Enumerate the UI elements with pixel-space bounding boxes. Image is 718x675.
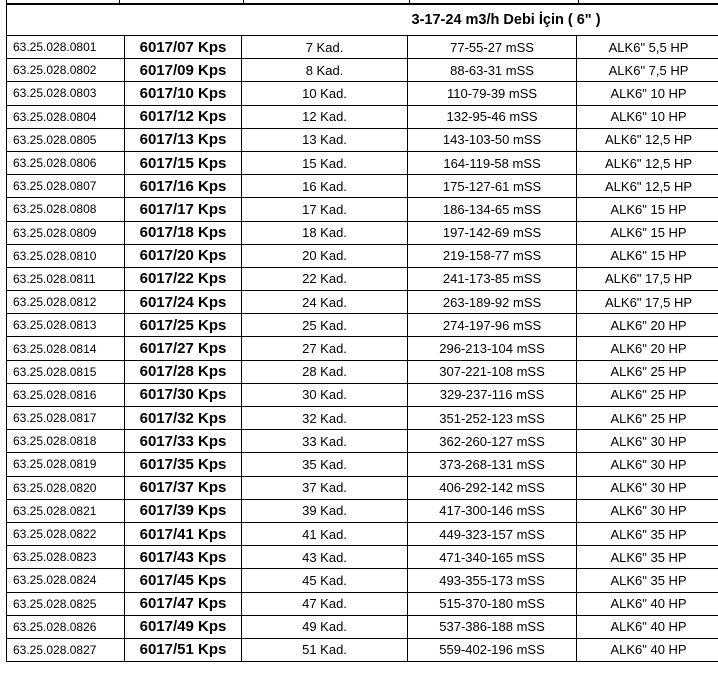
head-values-cell: 406-292-142 mSS — [408, 476, 577, 499]
table-row — [7, 453, 718, 476]
stage-count-cell: 51 Kad. — [242, 638, 408, 661]
table-row — [7, 151, 718, 174]
model-cell: 6017/22 Kps — [125, 267, 242, 290]
motor-cell: ALK6" 25 HP — [577, 360, 718, 383]
motor-cell: ALK6" 25 HP — [577, 383, 718, 406]
model-cell: 6017/32 Kps — [125, 407, 242, 430]
product-code-cell: 63.25.028.0824 — [7, 569, 125, 592]
product-code-cell: 63.25.028.0821 — [7, 499, 125, 522]
product-code-cell: 63.25.028.0806 — [7, 151, 125, 174]
model-cell: 6017/47 Kps — [125, 592, 242, 615]
stage-count-cell: 25 Kad. — [242, 314, 408, 337]
head-values-cell: 493-355-173 mSS — [408, 569, 577, 592]
product-code-cell: 63.25.028.0803 — [7, 82, 125, 105]
table-row — [7, 337, 718, 360]
motor-cell: ALK6" 17,5 HP — [577, 291, 718, 314]
pump-model-table — [6, 4, 718, 662]
head-values-cell: 296-213-104 mSS — [408, 337, 577, 360]
stage-count-cell: 37 Kad. — [242, 476, 408, 499]
table-row — [7, 360, 718, 383]
stage-count-cell: 35 Kad. — [242, 453, 408, 476]
product-code-cell: 63.25.028.0820 — [7, 476, 125, 499]
motor-cell: ALK6" 30 HP — [577, 499, 718, 522]
product-code-cell: 63.25.028.0819 — [7, 453, 125, 476]
model-cell: 6017/25 Kps — [125, 314, 242, 337]
product-code-cell: 63.25.028.0801 — [7, 36, 125, 59]
product-code-cell: 63.25.028.0827 — [7, 638, 125, 661]
product-code-cell: 63.25.028.0805 — [7, 128, 125, 151]
motor-cell: ALK6" 12,5 HP — [577, 175, 718, 198]
table-row — [7, 615, 718, 638]
motor-cell: ALK6" 35 HP — [577, 569, 718, 592]
table-row — [7, 522, 718, 545]
model-cell: 6017/41 Kps — [125, 522, 242, 545]
stage-count-cell: 49 Kad. — [242, 615, 408, 638]
motor-cell: ALK6" 10 HP — [577, 82, 718, 105]
model-cell: 6017/45 Kps — [125, 569, 242, 592]
table-row — [7, 82, 718, 105]
model-cell: 6017/12 Kps — [125, 105, 242, 128]
motor-cell: ALK6" 40 HP — [577, 592, 718, 615]
model-cell: 6017/18 Kps — [125, 221, 242, 244]
model-cell: 6017/35 Kps — [125, 453, 242, 476]
stage-count-cell: 43 Kad. — [242, 546, 408, 569]
model-cell: 6017/07 Kps — [125, 36, 242, 59]
motor-cell: ALK6" 15 HP — [577, 198, 718, 221]
table-row — [7, 546, 718, 569]
table-row — [7, 476, 718, 499]
stage-count-cell: 45 Kad. — [242, 569, 408, 592]
model-cell: 6017/15 Kps — [125, 151, 242, 174]
table-row — [7, 105, 718, 128]
table-row — [7, 569, 718, 592]
motor-cell: ALK6" 30 HP — [577, 430, 718, 453]
head-values-cell: 515-370-180 mSS — [408, 592, 577, 615]
motor-cell: ALK6" 20 HP — [577, 314, 718, 337]
head-values-cell: 77-55-27 mSS — [408, 36, 577, 59]
product-code-cell: 63.25.028.0816 — [7, 383, 125, 406]
product-code-cell: 63.25.028.0804 — [7, 105, 125, 128]
product-code-cell: 63.25.028.0808 — [7, 198, 125, 221]
product-code-cell: 63.25.028.0826 — [7, 615, 125, 638]
head-values-cell: 197-142-69 mSS — [408, 221, 577, 244]
model-cell: 6017/30 Kps — [125, 383, 242, 406]
motor-cell: ALK6" 17,5 HP — [577, 267, 718, 290]
table-row — [7, 198, 718, 221]
stage-count-cell: 33 Kad. — [242, 430, 408, 453]
stage-count-cell: 13 Kad. — [242, 128, 408, 151]
model-cell: 6017/16 Kps — [125, 175, 242, 198]
product-code-cell: 63.25.028.0810 — [7, 244, 125, 267]
motor-cell: ALK6" 35 HP — [577, 522, 718, 545]
model-cell: 6017/17 Kps — [125, 198, 242, 221]
motor-cell: ALK6" 35 HP — [577, 546, 718, 569]
product-code-cell: 63.25.028.0818 — [7, 430, 125, 453]
head-values-cell: 143-103-50 mSS — [408, 128, 577, 151]
stage-count-cell: 16 Kad. — [242, 175, 408, 198]
model-cell: 6017/39 Kps — [125, 499, 242, 522]
head-values-cell: 88-63-31 mSS — [408, 59, 577, 82]
head-values-cell: 471-340-165 mSS — [408, 546, 577, 569]
stage-count-cell: 32 Kad. — [242, 407, 408, 430]
model-cell: 6017/27 Kps — [125, 337, 242, 360]
motor-cell: ALK6" 7,5 HP — [577, 59, 718, 82]
table-row — [7, 59, 718, 82]
table-row — [7, 383, 718, 406]
head-values-cell: 449-323-157 mSS — [408, 522, 577, 545]
table-row — [7, 407, 718, 430]
stage-count-cell: 27 Kad. — [242, 337, 408, 360]
motor-cell: ALK6" 12,5 HP — [577, 128, 718, 151]
table-title: 3-17-24 m3/h Debi İçin ( 6" ) — [408, 5, 718, 36]
model-cell: 6017/10 Kps — [125, 82, 242, 105]
motor-cell: ALK6" 30 HP — [577, 453, 718, 476]
stage-count-cell: 41 Kad. — [242, 522, 408, 545]
table-row — [7, 267, 718, 290]
product-code-cell: 63.25.028.0807 — [7, 175, 125, 198]
head-values-cell: 175-127-61 mSS — [408, 175, 577, 198]
motor-cell: ALK6" 40 HP — [577, 638, 718, 661]
head-values-cell: 263-189-92 mSS — [408, 291, 577, 314]
header-blank-cell — [7, 5, 408, 36]
stage-count-cell: 28 Kad. — [242, 360, 408, 383]
product-code-cell: 63.25.028.0802 — [7, 59, 125, 82]
head-values-cell: 559-402-196 mSS — [408, 638, 577, 661]
head-values-cell: 307-221-108 mSS — [408, 360, 577, 383]
stage-count-cell: 30 Kad. — [242, 383, 408, 406]
stage-count-cell: 12 Kad. — [242, 105, 408, 128]
product-code-cell: 63.25.028.0809 — [7, 221, 125, 244]
table-header-row — [7, 5, 718, 36]
stage-count-cell: 20 Kad. — [242, 244, 408, 267]
model-cell: 6017/09 Kps — [125, 59, 242, 82]
model-cell: 6017/13 Kps — [125, 128, 242, 151]
table-row — [7, 221, 718, 244]
product-code-cell: 63.25.028.0812 — [7, 291, 125, 314]
product-code-cell: 63.25.028.0825 — [7, 592, 125, 615]
head-values-cell: 132-95-46 mSS — [408, 105, 577, 128]
motor-cell: ALK6" 40 HP — [577, 615, 718, 638]
product-code-cell: 63.25.028.0823 — [7, 546, 125, 569]
model-cell: 6017/28 Kps — [125, 360, 242, 383]
product-code-cell: 63.25.028.0815 — [7, 360, 125, 383]
product-code-cell: 63.25.028.0817 — [7, 407, 125, 430]
motor-cell: ALK6" 5,5 HP — [577, 36, 718, 59]
model-cell: 6017/33 Kps — [125, 430, 242, 453]
stage-count-cell: 22 Kad. — [242, 267, 408, 290]
motor-cell: ALK6" 12,5 HP — [577, 151, 718, 174]
head-values-cell: 274-197-96 mSS — [408, 314, 577, 337]
model-cell: 6017/24 Kps — [125, 291, 242, 314]
stage-count-cell: 7 Kad. — [242, 36, 408, 59]
stage-count-cell: 8 Kad. — [242, 59, 408, 82]
head-values-cell: 373-268-131 mSS — [408, 453, 577, 476]
table-row — [7, 499, 718, 522]
head-values-cell: 186-134-65 mSS — [408, 198, 577, 221]
table-row — [7, 291, 718, 314]
head-values-cell: 110-79-39 mSS — [408, 82, 577, 105]
stage-count-cell: 18 Kad. — [242, 221, 408, 244]
table-row — [7, 430, 718, 453]
model-cell: 6017/51 Kps — [125, 638, 242, 661]
product-code-cell: 63.25.028.0814 — [7, 337, 125, 360]
head-values-cell: 362-260-127 mSS — [408, 430, 577, 453]
stage-count-cell: 17 Kad. — [242, 198, 408, 221]
stage-count-cell: 24 Kad. — [242, 291, 408, 314]
product-code-cell: 63.25.028.0811 — [7, 267, 125, 290]
stage-count-cell: 10 Kad. — [242, 82, 408, 105]
model-cell: 6017/20 Kps — [125, 244, 242, 267]
stage-count-cell: 39 Kad. — [242, 499, 408, 522]
table-row — [7, 175, 718, 198]
head-values-cell: 537-386-188 mSS — [408, 615, 577, 638]
product-code-cell: 63.25.028.0822 — [7, 522, 125, 545]
model-cell: 6017/49 Kps — [125, 615, 242, 638]
model-cell: 6017/37 Kps — [125, 476, 242, 499]
table-row — [7, 244, 718, 267]
motor-cell: ALK6" 15 HP — [577, 244, 718, 267]
motor-cell: ALK6" 30 HP — [577, 476, 718, 499]
table-row — [7, 36, 718, 59]
head-values-cell: 417-300-146 mSS — [408, 499, 577, 522]
motor-cell: ALK6" 10 HP — [577, 105, 718, 128]
head-values-cell: 241-173-85 mSS — [408, 267, 577, 290]
motor-cell: ALK6" 25 HP — [577, 407, 718, 430]
table-row — [7, 314, 718, 337]
head-values-cell: 164-119-58 mSS — [408, 151, 577, 174]
head-values-cell: 351-252-123 mSS — [408, 407, 577, 430]
model-cell: 6017/43 Kps — [125, 546, 242, 569]
stage-count-cell: 47 Kad. — [242, 592, 408, 615]
motor-cell: ALK6" 20 HP — [577, 337, 718, 360]
head-values-cell: 219-158-77 mSS — [408, 244, 577, 267]
head-values-cell: 329-237-116 mSS — [408, 383, 577, 406]
table-row — [7, 592, 718, 615]
motor-cell: ALK6" 15 HP — [577, 221, 718, 244]
stage-count-cell: 15 Kad. — [242, 151, 408, 174]
product-code-cell: 63.25.028.0813 — [7, 314, 125, 337]
table-row — [7, 638, 718, 661]
table-row — [7, 128, 718, 151]
